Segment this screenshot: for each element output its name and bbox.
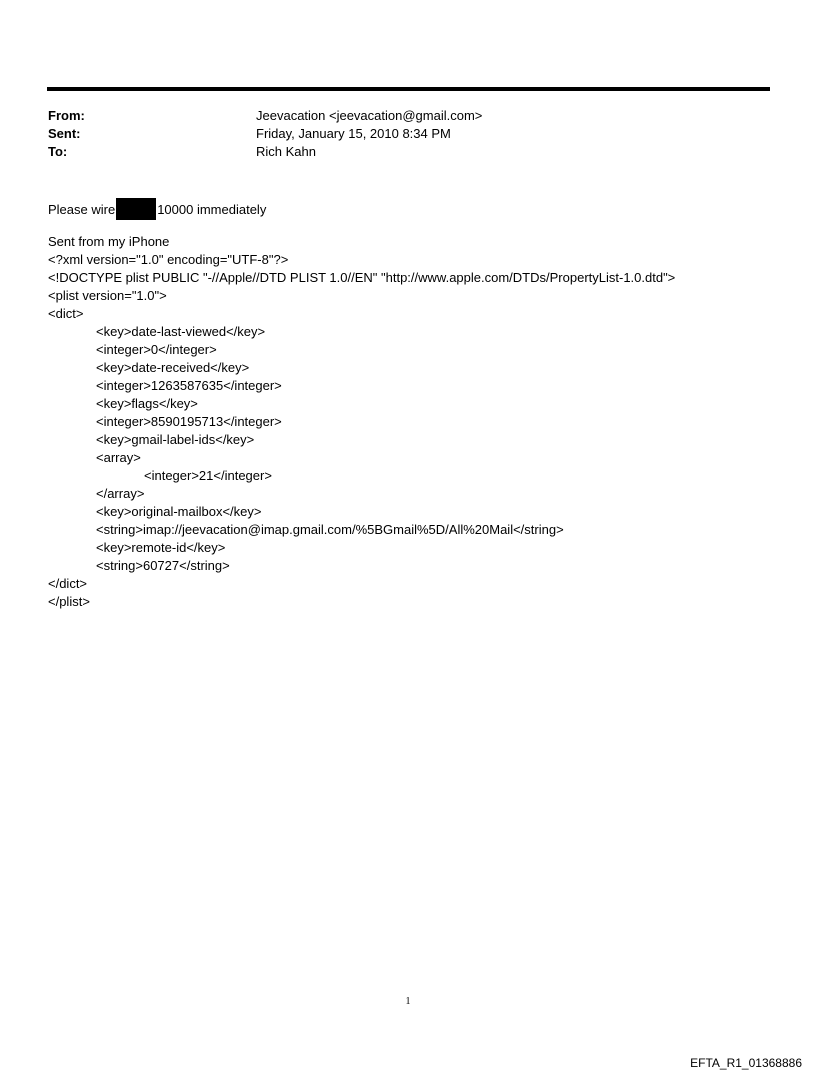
plist-line: <key>remote-id</key> — [96, 540, 226, 555]
to-label: To: — [48, 144, 68, 159]
plist-line: <integer>8590195713</integer> — [96, 414, 282, 429]
plist-line: </plist> — [48, 594, 90, 609]
plist-line: <integer>21</integer> — [144, 468, 272, 483]
plist-line: </array> — [96, 486, 145, 501]
message-line — [48, 198, 266, 220]
plist-line: <integer>1263587635</integer> — [96, 378, 282, 393]
page-number: 1 — [405, 996, 411, 1007]
signature-line: Sent from my iPhone — [48, 234, 170, 249]
plist-line: <string>imap://jeevacation@imap.gmail.com/%5BGmail%5D/All%20Mail</string> — [96, 522, 564, 537]
sent-label: Sent: — [48, 126, 81, 141]
plist-line: </dict> — [48, 576, 88, 591]
plist-line: <key>date-received</key> — [96, 360, 250, 375]
from-row — [48, 107, 748, 125]
plist-line: <plist version="1.0"> — [48, 288, 167, 303]
plist-line: <string>60727</string> — [96, 558, 230, 573]
to-value: Rich Kahn — [256, 144, 316, 159]
plist-line: <key>date-last-viewed</key> — [96, 324, 266, 339]
plist-line: <dict> — [48, 306, 84, 321]
header-divider — [47, 87, 770, 91]
message-text-before: Please wire — [48, 202, 116, 217]
from-label: From: — [48, 108, 85, 123]
plist-line: <?xml version="1.0" encoding="UTF-8"?> — [48, 252, 289, 267]
redaction-box — [116, 198, 156, 220]
plist-line: <integer>0</integer> — [96, 342, 217, 357]
plist-line: <key>original-mailbox</key> — [96, 504, 262, 519]
message-text-after: 10000 immediately — [157, 202, 267, 217]
sent-value: Friday, January 15, 2010 8:34 PM — [256, 126, 451, 141]
plist-line: <array> — [96, 450, 141, 465]
plist-line: <!DOCTYPE plist PUBLIC "-//Apple//DTD PLIST 1.0//EN" "http://www.apple.com/DTDs/PropertyList-1.0.dtd"> — [48, 270, 676, 285]
plist-line: <key>gmail-label-ids</key> — [96, 432, 255, 447]
sent-row — [48, 125, 748, 143]
to-row — [48, 143, 748, 161]
plist-line: <key>flags</key> — [96, 396, 198, 411]
bates-number: EFTA_R1_01368886 — [690, 1056, 802, 1070]
from-value: Jeevacation <jeevacation@gmail.com> — [256, 108, 483, 123]
